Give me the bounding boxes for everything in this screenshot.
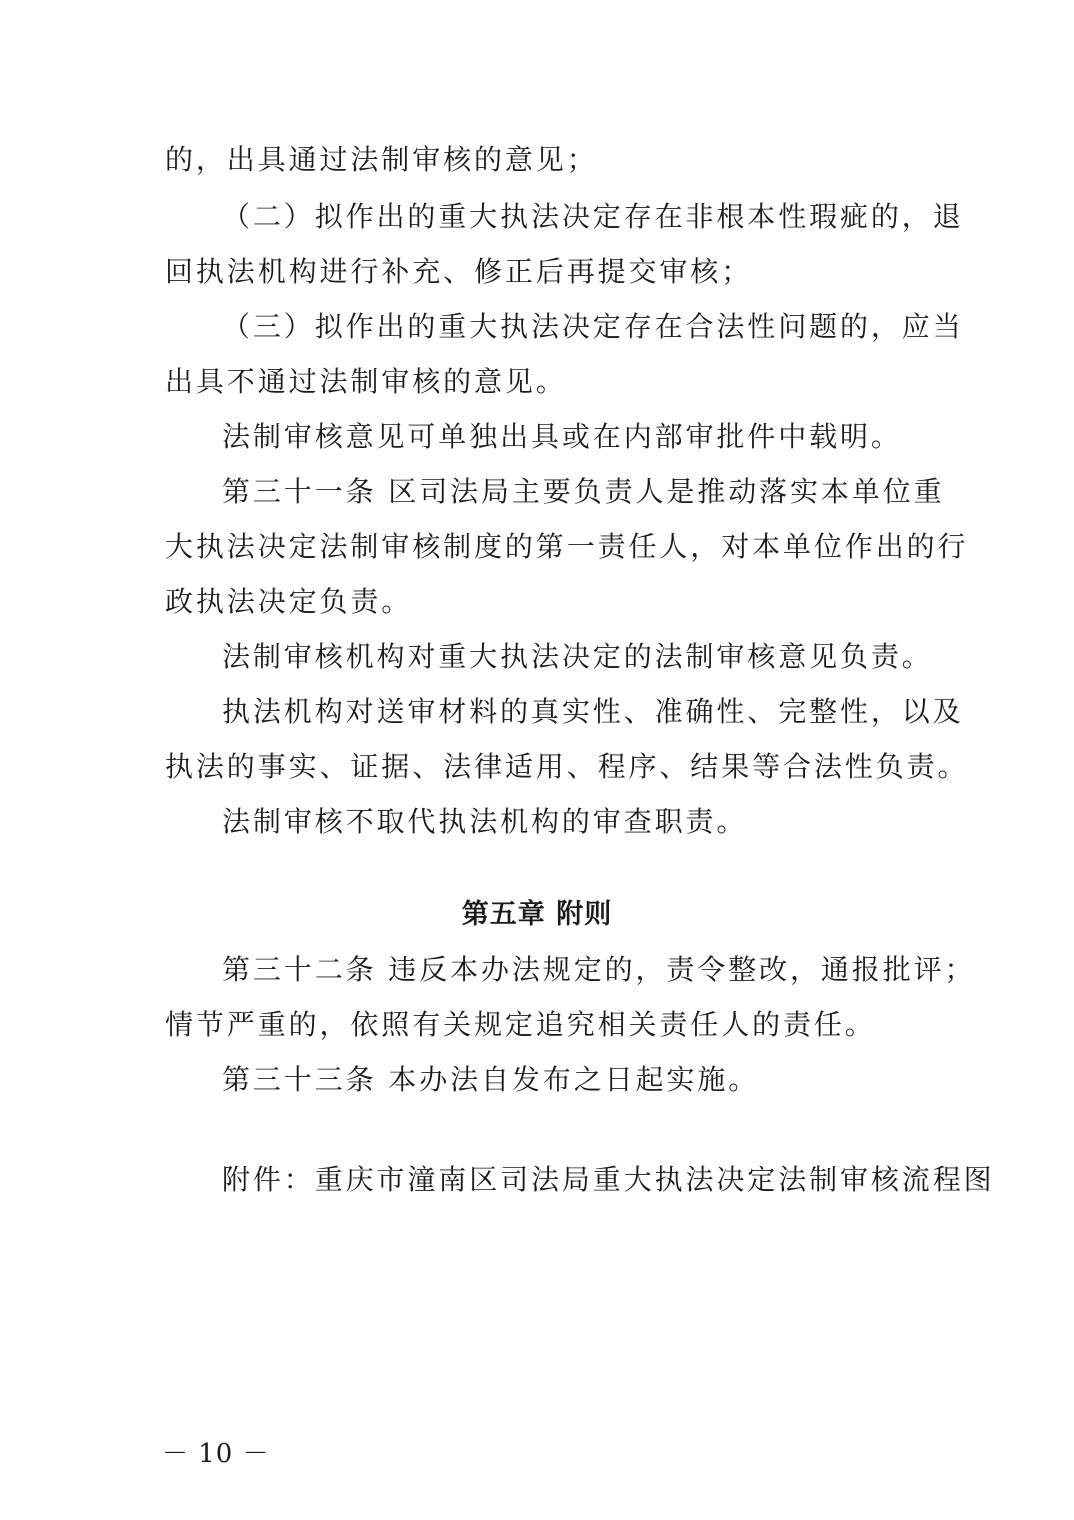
paragraph-line: 法制审核意见可单独出具或在内部审批件中载明。 — [222, 420, 902, 453]
paragraph-line: （二）拟作出的重大执法决定存在非根本性瑕疵的，退 — [222, 200, 964, 233]
article-31-line: 政执法决定负责。 — [165, 585, 413, 618]
article-32-line: 情节严重的，依照有关规定追究相关责任人的责任。 — [165, 1008, 876, 1041]
article-32-line: 第三十二条 违反本办法规定的，责令整改，通报批评； — [222, 953, 976, 986]
page-number: － 10 － — [162, 1439, 270, 1469]
paragraph-line: 执法的事实、证据、法律适用、程序、结果等合法性负责。 — [165, 750, 969, 783]
paragraph-line: 出具不通过法制审核的意见。 — [165, 365, 567, 398]
paragraph-line: 执法机构对送审材料的真实性、准确性、完整性，以及 — [222, 695, 964, 728]
article-33-line: 第三十三条 本办法自发布之日起实施。 — [222, 1063, 760, 1096]
paragraph-line: 的，出具通过法制审核的意见； — [165, 143, 598, 176]
paragraph-line: 法制审核机构对重大执法决定的法制审核意见负责。 — [222, 640, 933, 673]
chapter-heading: 第五章 附则 — [461, 899, 613, 930]
paragraph-line: 回执法机构进行补充、修正后再提交审核； — [165, 255, 753, 288]
attachment-note: 附件：重庆市潼南区司法局重大执法决定法制审核流程图 — [222, 1163, 995, 1196]
paragraph-line: （三）拟作出的重大执法决定存在合法性问题的，应当 — [222, 310, 964, 343]
article-31-line: 第三十一条 区司法局主要负责人是推动落实本单位重 — [222, 475, 945, 508]
paragraph-line: 法制审核不取代执法机构的审查职责。 — [222, 805, 748, 838]
article-31-line: 大执法决定法制审核制度的第一责任人，对本单位作出的行 — [165, 530, 969, 563]
